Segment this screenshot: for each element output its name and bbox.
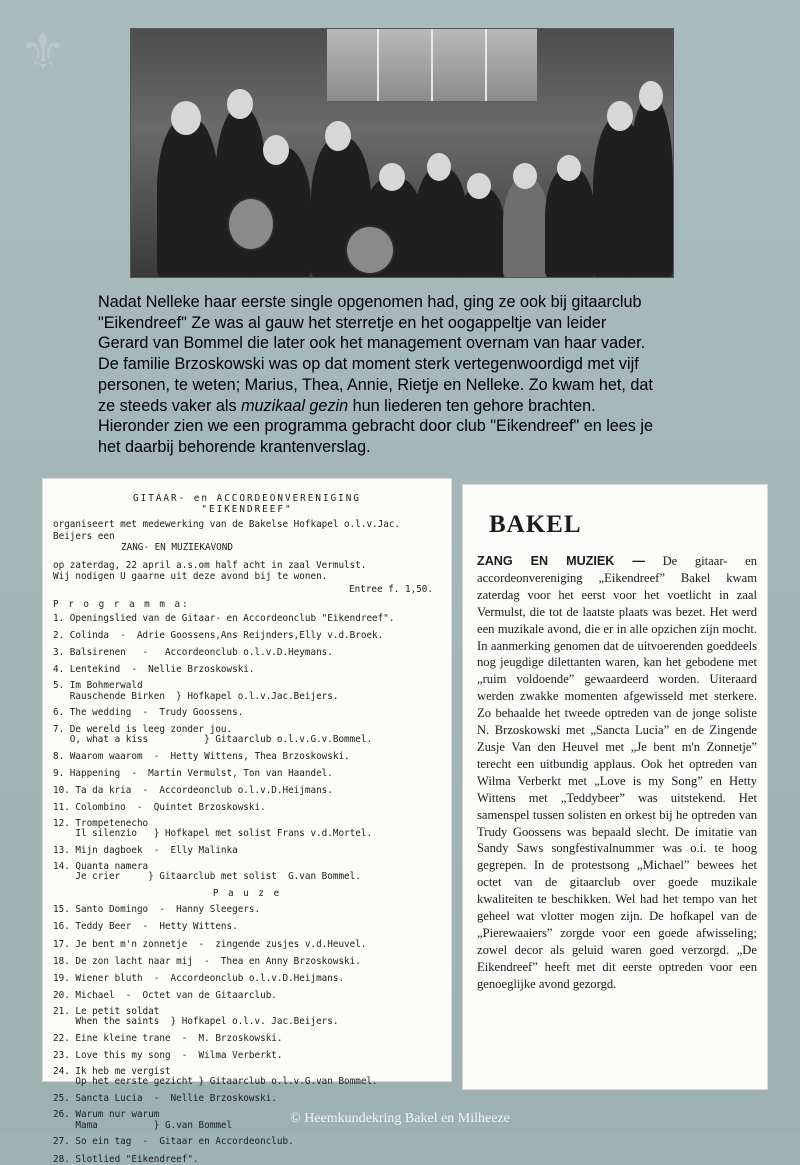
- face: [557, 155, 581, 181]
- face: [639, 81, 663, 111]
- intro-line: het daarbij behorende krantenverslag.: [98, 437, 371, 456]
- program-event: ZANG- EN MUZIEKAVOND: [121, 542, 233, 553]
- face: [227, 89, 253, 119]
- intro-line: "Eikendreef" Ze was al gauw het sterretje en het oogappeltje van leider: [98, 313, 607, 332]
- program-title: GITAAR- en ACCORDEONVERENIGING: [133, 493, 361, 504]
- person: [457, 187, 505, 277]
- person: [629, 97, 673, 277]
- program-item: 14. Quanta namera Je crier } Gitaarclub met solist G.van Bommel.: [53, 861, 361, 883]
- program-org-line: Beijers een: [53, 530, 115, 542]
- group-photo: [130, 28, 674, 278]
- program-item: 6. The wedding - Trudy Goossens.: [53, 707, 244, 719]
- program-item: 22. Eine kleine trane - M. Brzoskowski.: [53, 1032, 283, 1044]
- intro-line: De familie Brzoskowski was op dat moment sterk vertegenwoordigd met vijf: [98, 355, 639, 374]
- program-list-first: [53, 613, 441, 883]
- face: [467, 173, 491, 199]
- program-subtitle: "EIKENDREEF": [201, 504, 293, 515]
- face: [513, 163, 537, 189]
- copyright-footer: © Heemkundekring Bakel en Milheeze: [290, 1111, 510, 1126]
- clipping-text: De gitaar- en accordeonvereniging „Eikendreef” Bakel kwam zaterdag voor het eerst voor het voetlicht in zaal Vermulst, die tot de laatste plaats was bezet. Het werd een muzikale avond, die er in alle opzichen zijn mocht. In aanmerking genomen dat de uitvoerenden goeddeels nog jeugdige dilettanten waren, kan het gebodene met „ruim voldoende” gewaardeerd worden. Uiteraard werden zwakke momenten afgewisseld met sterkere. Zo behaalde het tweede optreden van de jonge soliste N. Brzoskowski met „Sancta Lucia” en de Zingende Zusje Van den Heuvel met „Je bent m'n Zonnetje” terecht een uitbundig applaus. Ook het optreden van Wilma Verberkt met „Love is my Song” en Hetty Wittens met „Teddybeer” was uitstekend. Het samenspel tussen solisten en orkest bij he optreden van Trudy Goossens was bepaald slecht. De imitatie van Sandy Saws songfestivalnummer was o.i. te hoog gegrepen. In de protestsong „Michael” bewees het octet van de gitaarclub over goede muzikale kwaliteiten te beschikken. Wel had het tempo van het geheel wat vlotter mogen zijn. De hofkapel van de „Pierewaaiers” zorgde voor een goede afwisseling; zowel decor als geluid waren goed verzorgd. „De Eikendreef” heeft met dit eerste optreden voor een genoeglijke avond gezorgd.: [477, 554, 757, 991]
- program-item: 17. Je bent m'n zonnetje - zingende zusjes v.d.Heuvel.: [53, 938, 367, 950]
- face: [379, 163, 405, 191]
- program-item: 23. Love this my song - Wilma Verberkt.: [53, 1050, 283, 1062]
- program-item: 2. Colinda - Adrie Goossens,Ans Reijnders,Elly v.d.Broek.: [53, 630, 384, 642]
- program-item: 19. Wiener bluth - Accordeonclub o.l.v.D.Heijmans.: [53, 972, 345, 984]
- program-item: 13. Mijn dagboek - Elly Malinka: [53, 845, 238, 857]
- program-item: 3. Balsirenen - Accordeonclub o.l.v.D.Heymans.: [53, 647, 333, 659]
- clipping-lead: ZANG EN MUZIEK —: [477, 554, 645, 568]
- newspaper-clipping: [462, 484, 768, 1090]
- face: [325, 121, 351, 151]
- intro-line: Nadat Nelleke haar eerste single opgenomen had, ging ze ook bij gitaarclub: [98, 293, 642, 311]
- intro-line: Hieronder zien we een programma gebracht door club "Eikendreef" en lees je: [98, 417, 653, 436]
- program-org-line: organiseert met medewerking van de Bakelse Hofkapel o.l.v.Jac.: [53, 519, 401, 530]
- person: [503, 177, 549, 277]
- program-item: 8. Waarom waarom - Hetty Wittens, Thea Brzoskowski.: [53, 750, 350, 762]
- program-heading: P r o g r a m m a:: [53, 599, 190, 610]
- guitar: [227, 197, 275, 251]
- program-item: 25. Sancta Lucia - Nellie Brzoskowski.: [53, 1093, 277, 1105]
- program-item: 21. Le petit soldat When the saints } Hofkapel o.l.v. Jac.Beijers.: [53, 1005, 339, 1028]
- intro-line: Gerard van Bommel die later ook het management overnam van haar vader.: [98, 334, 646, 353]
- intro-text: [98, 292, 738, 458]
- program-pauze: P a u z e: [212, 888, 282, 900]
- program-item: 27. So ein tag - Gitaar en Accordeonclub.: [53, 1136, 294, 1148]
- person: [157, 117, 219, 277]
- program-item: 24. Ik heb me vergist Op het eerste gezicht } Gitaarclub o.l.v.G.van Bommel.: [53, 1066, 378, 1088]
- program-item: 4. Lentekind - Nellie Brzoskowski.: [53, 664, 255, 676]
- program-date-line: op zaterdag, 22 april a.s.om half acht in zaal Vermulst.: [53, 559, 367, 571]
- person: [545, 167, 595, 277]
- face: [607, 101, 633, 131]
- photo-people: [131, 77, 673, 277]
- program-item: 7. De wereld is leeg zonder jou. O, what a kiss } Gitaarclub o.l.v.G.v.Bommel.: [53, 723, 373, 745]
- program-item: 20. Michael - Octet van de Gitaarclub.: [53, 989, 277, 1001]
- intro-line: personen, te weten; Marius, Thea, Annie, Rietje en Nelleke. Zo kwam het, dat: [98, 375, 653, 394]
- program-item: 28. Slotlied "Eikendreef".: [53, 1153, 199, 1165]
- face: [263, 135, 289, 165]
- program-item: 5. Im Bohmerwald Rauschende Birken } Hofkapel o.l.v.Jac.Beijers.: [53, 680, 339, 702]
- program-item: 12. Trompetenecho Il silenzio } Hofkapel met solist Frans v.d.Mortel.: [53, 818, 373, 840]
- program-entree: Entree f. 1,50.: [349, 583, 433, 595]
- program-item: 9. Happening - Martin Vermulst, Ton van Haandel.: [53, 767, 333, 779]
- program-item: 1. Openingslied van de Gitaar- en Accordeonclub "Eikendreef".: [53, 613, 395, 624]
- program-item: 26. Warum nur warum Mama } G.van Bommel: [53, 1109, 233, 1131]
- intro-line: hun liederen ten gehore brachten.: [348, 396, 596, 415]
- face: [171, 101, 201, 135]
- coat-of-arms-icon: ⚜: [19, 23, 67, 81]
- program-item: 10. Ta da kria - Accordeonclub o.l.v.D.Heijmans.: [53, 784, 333, 796]
- program-date-line: Wij nodigen U gaarne uit deze avond bij te wonen.: [53, 571, 328, 582]
- clipping-header: BAKEL: [489, 511, 582, 538]
- guitar: [345, 225, 395, 275]
- program-item: 11. Colombino - Quintet Brzoskowski.: [53, 801, 266, 813]
- face: [427, 153, 451, 181]
- intro-emphasis: muzikaal gezin: [241, 396, 349, 415]
- program-item: 18. De zon lacht naar mij - Thea en Anny Brzoskowski.: [53, 955, 361, 967]
- clipping-body: [477, 553, 757, 993]
- intro-line: ze steeds vaker als: [98, 396, 242, 415]
- program-item: 16. Teddy Beer - Hetty Wittens.: [53, 921, 238, 933]
- program-item: 15. Santo Domingo - Hanny Sleegers.: [53, 904, 261, 916]
